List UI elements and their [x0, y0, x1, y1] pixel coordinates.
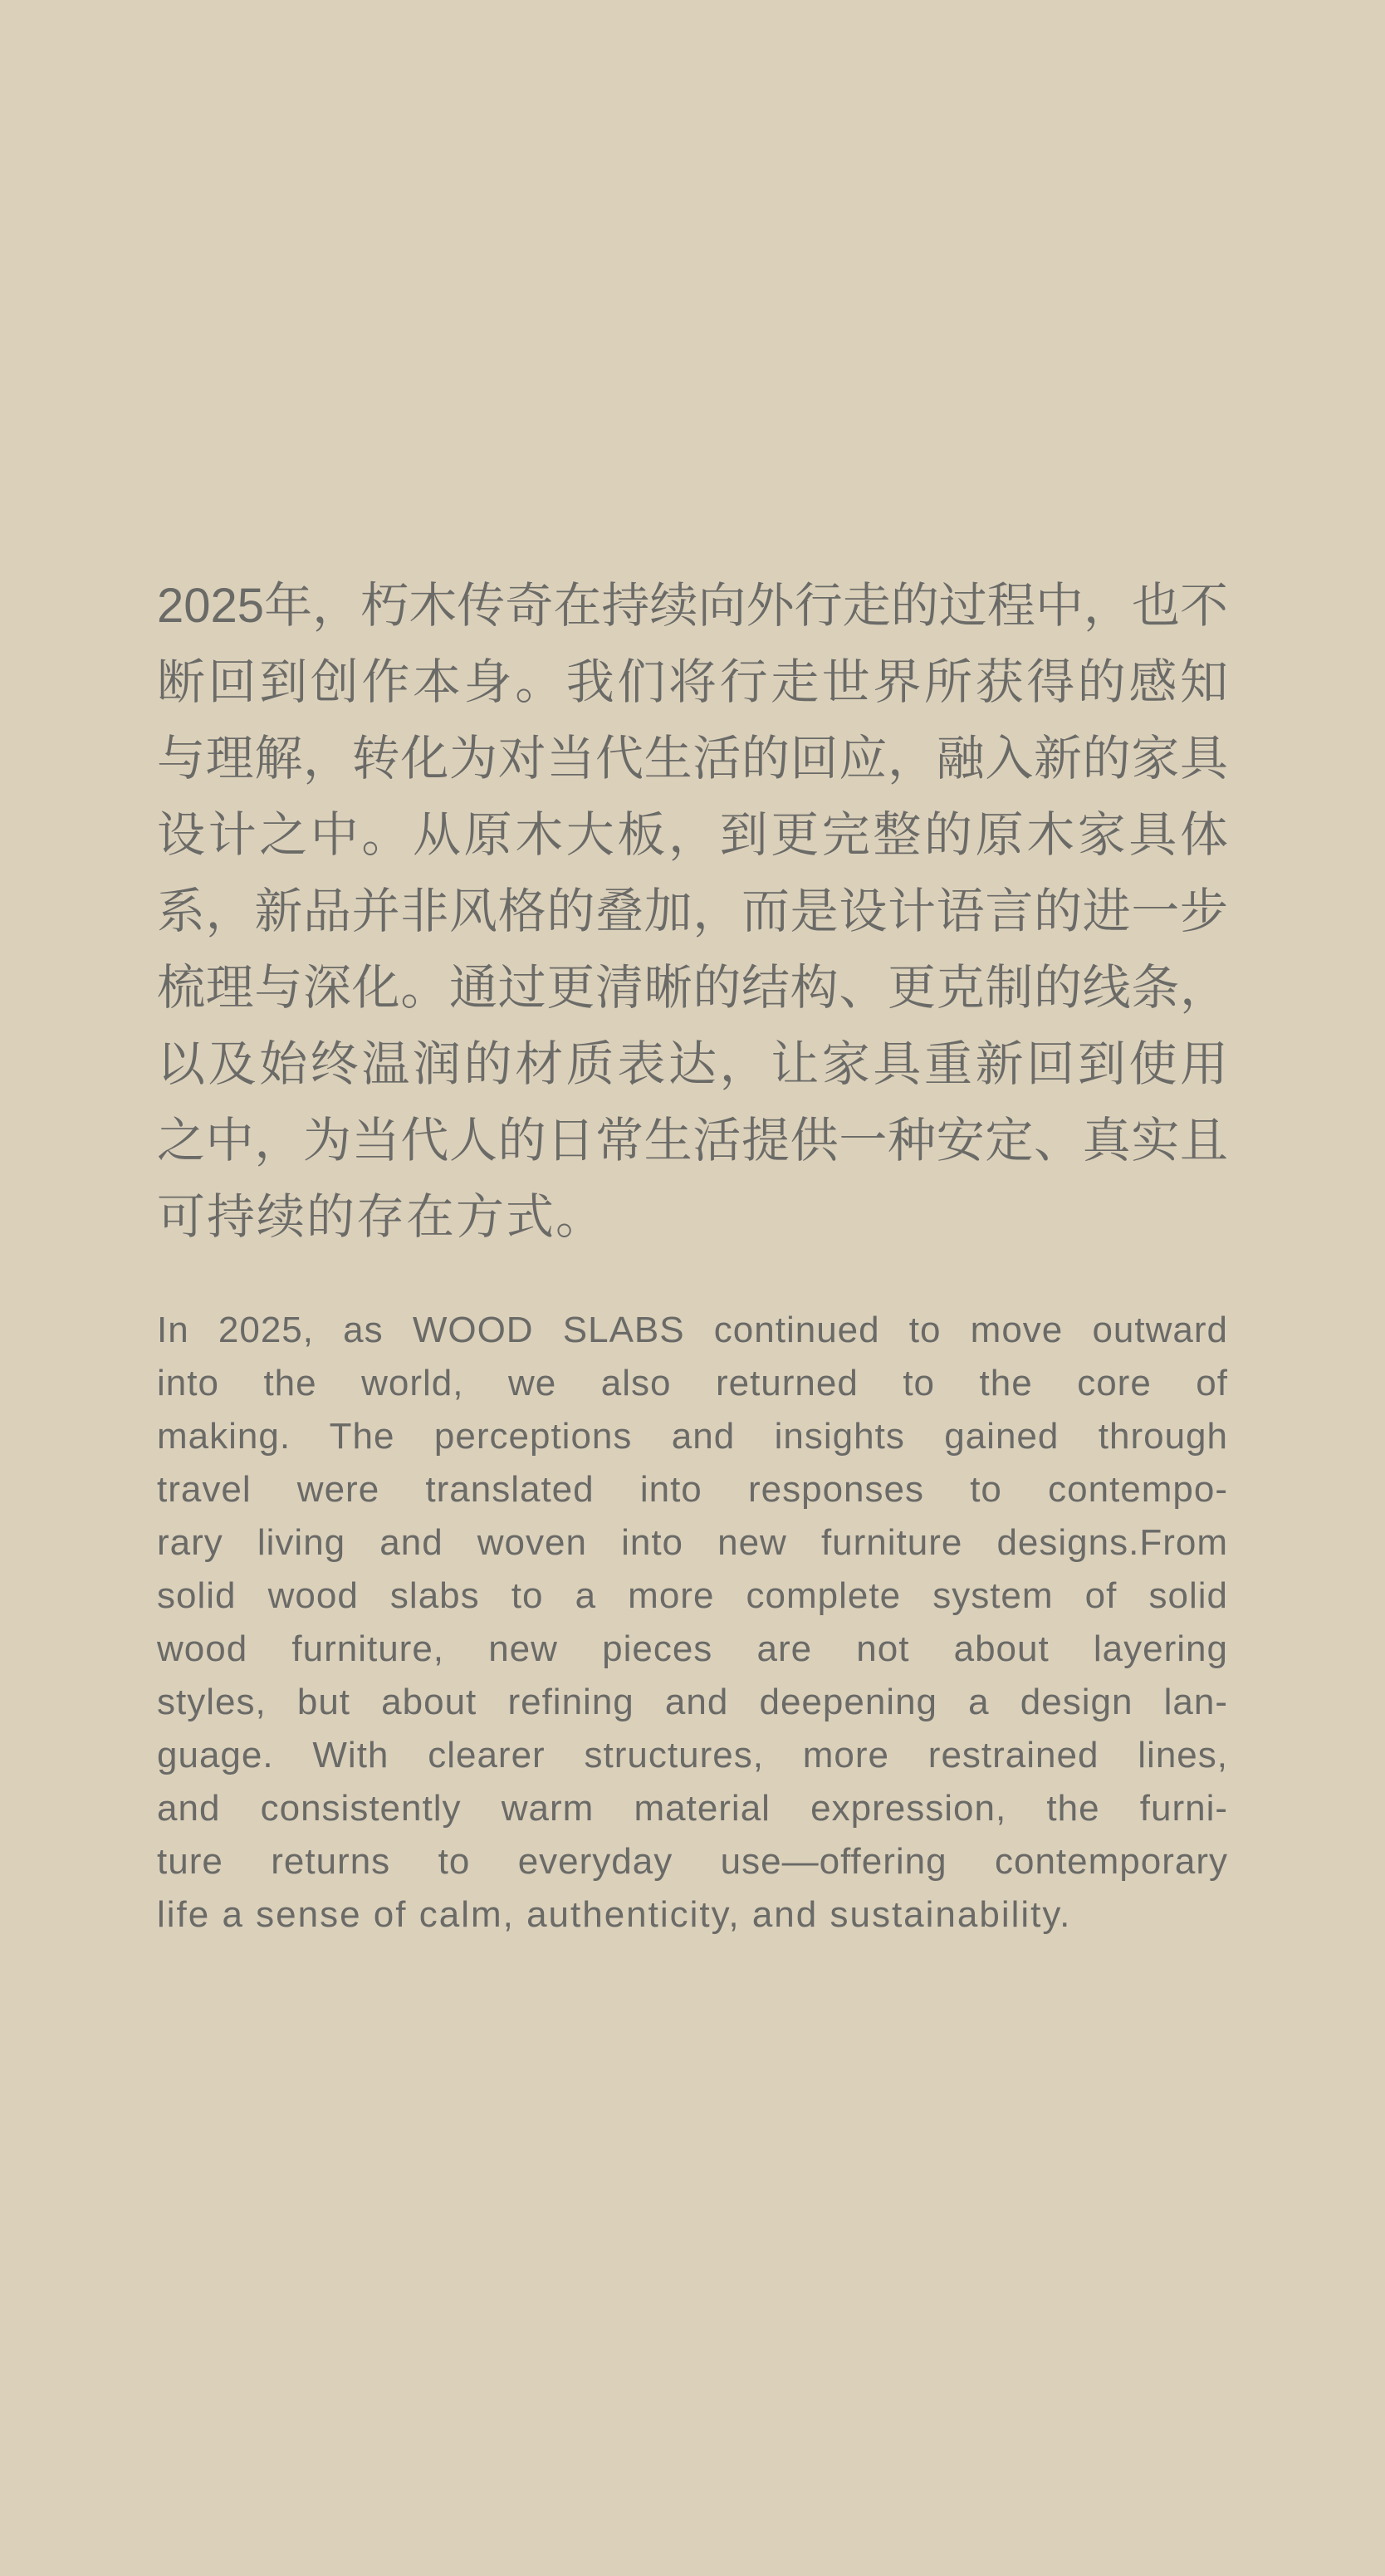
chinese-text-line: 设计之中。从原木大板，到更完整的原木家具体 — [157, 808, 1228, 862]
english-text-line: rary living and woven into new furniture designs.From — [157, 1522, 1228, 1563]
english-text-line: travel were translated into responses to contempo- — [157, 1469, 1228, 1510]
english-text-line: life a sense of calm, authenticity, and sustainability. — [157, 1894, 1072, 1935]
english-text-line: ture returns to everyday use—offering contemporary — [157, 1841, 1228, 1882]
chinese-text-line: 以及始终温润的材质表达，让家具重新回到使用 — [157, 1037, 1228, 1091]
chinese-paragraph — [157, 568, 1228, 1256]
english-text-line: solid wood slabs to a more complete system of solid — [157, 1575, 1228, 1616]
chinese-text-line: 可持续的存在方式。 — [157, 1190, 606, 1244]
chinese-text-line: 断回到创作本身。我们将行走世界所获得的感知 — [157, 655, 1228, 709]
chinese-text-line: 与理解，转化为对当代生活的回应，融入新的家具 — [157, 732, 1228, 786]
chinese-text-line: 系，新品并非风格的叠加，而是设计语言的进一步 — [157, 884, 1228, 938]
english-text-line: guage. With clearer structures, more restrained lines, — [157, 1735, 1228, 1775]
chinese-text-line: 梳理与深化。通过更清晰的结构、更克制的线条， — [157, 961, 1228, 1015]
chinese-text-line: 2025年，朽木传奇在持续向外行走的过程中，也不 — [157, 579, 1228, 633]
english-text-line: In 2025, as WOOD SLABS continued to move outward — [157, 1310, 1228, 1350]
english-text-line: wood furniture, new pieces are not about layering — [157, 1628, 1228, 1669]
english-paragraph — [157, 1304, 1228, 1942]
english-text-line: into the world, we also returned to the core of — [157, 1363, 1228, 1403]
english-text-line: making. The perceptions and insights gained through — [157, 1416, 1228, 1457]
chinese-text-line: 之中，为当代人的日常生活提供一种安定、真实且 — [157, 1114, 1228, 1168]
english-text-line: and consistently warm material expression, the furni- — [157, 1788, 1228, 1829]
english-text-line: styles, but about refining and deepening a design lan- — [157, 1682, 1228, 1722]
